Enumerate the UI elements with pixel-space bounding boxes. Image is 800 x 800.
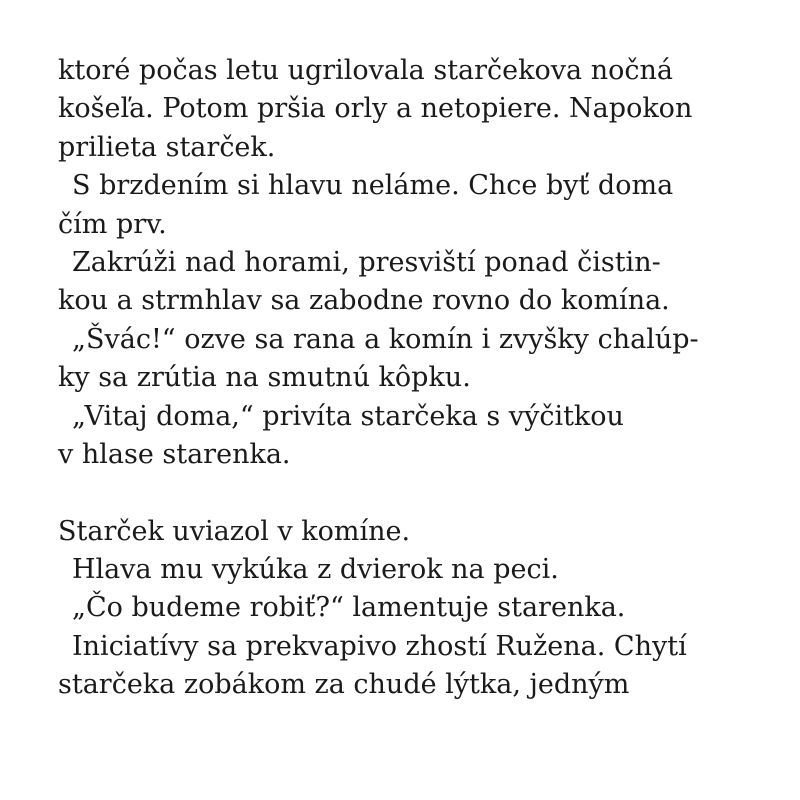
text-line: Iniciatívy sa prekvapivo zhostí Ružena. Chytí [72,630,687,662]
section-break [58,474,778,512]
text-line: starčeka zobákom za chudé lýtka, jedným [58,669,630,701]
text-line: košeľa. Potom pršia orly a netopiere. Napokon [58,93,693,125]
text-line: „Švác!“ ozve sa rana a komín i zvyšky chalúp- [72,323,699,355]
book-page [58,52,778,705]
text-line: S brzdením si hlavu neláme. Chce byť doma [72,170,674,202]
text-line: prilieta starček. [58,131,276,163]
text-line: Hlava mu vykúka z dvierok na peci. [72,554,559,586]
text-line: čím prv. [58,208,167,240]
text-block-1 [58,52,778,474]
text-line: kou a strmhlav sa zabodne rovno do komína. [58,285,670,317]
text-line: ky sa zrútia na smutnú kôpku. [58,362,471,394]
text-line: „Vitaj doma,“ privíta starčeka s výčitkou [72,400,624,432]
text-line: v hlase starenka. [58,438,291,470]
text-line: ktoré počas letu ugrilovala starčekova nočná [58,55,673,86]
text-block-2 [58,513,778,705]
text-line: Zakrúži nad horami, presviští ponad čistin- [72,246,661,278]
text-line: „Čo budeme robiť?“ lamentuje starenka. [72,592,626,624]
text-line: Starček uviazol v komíne. [58,515,411,547]
